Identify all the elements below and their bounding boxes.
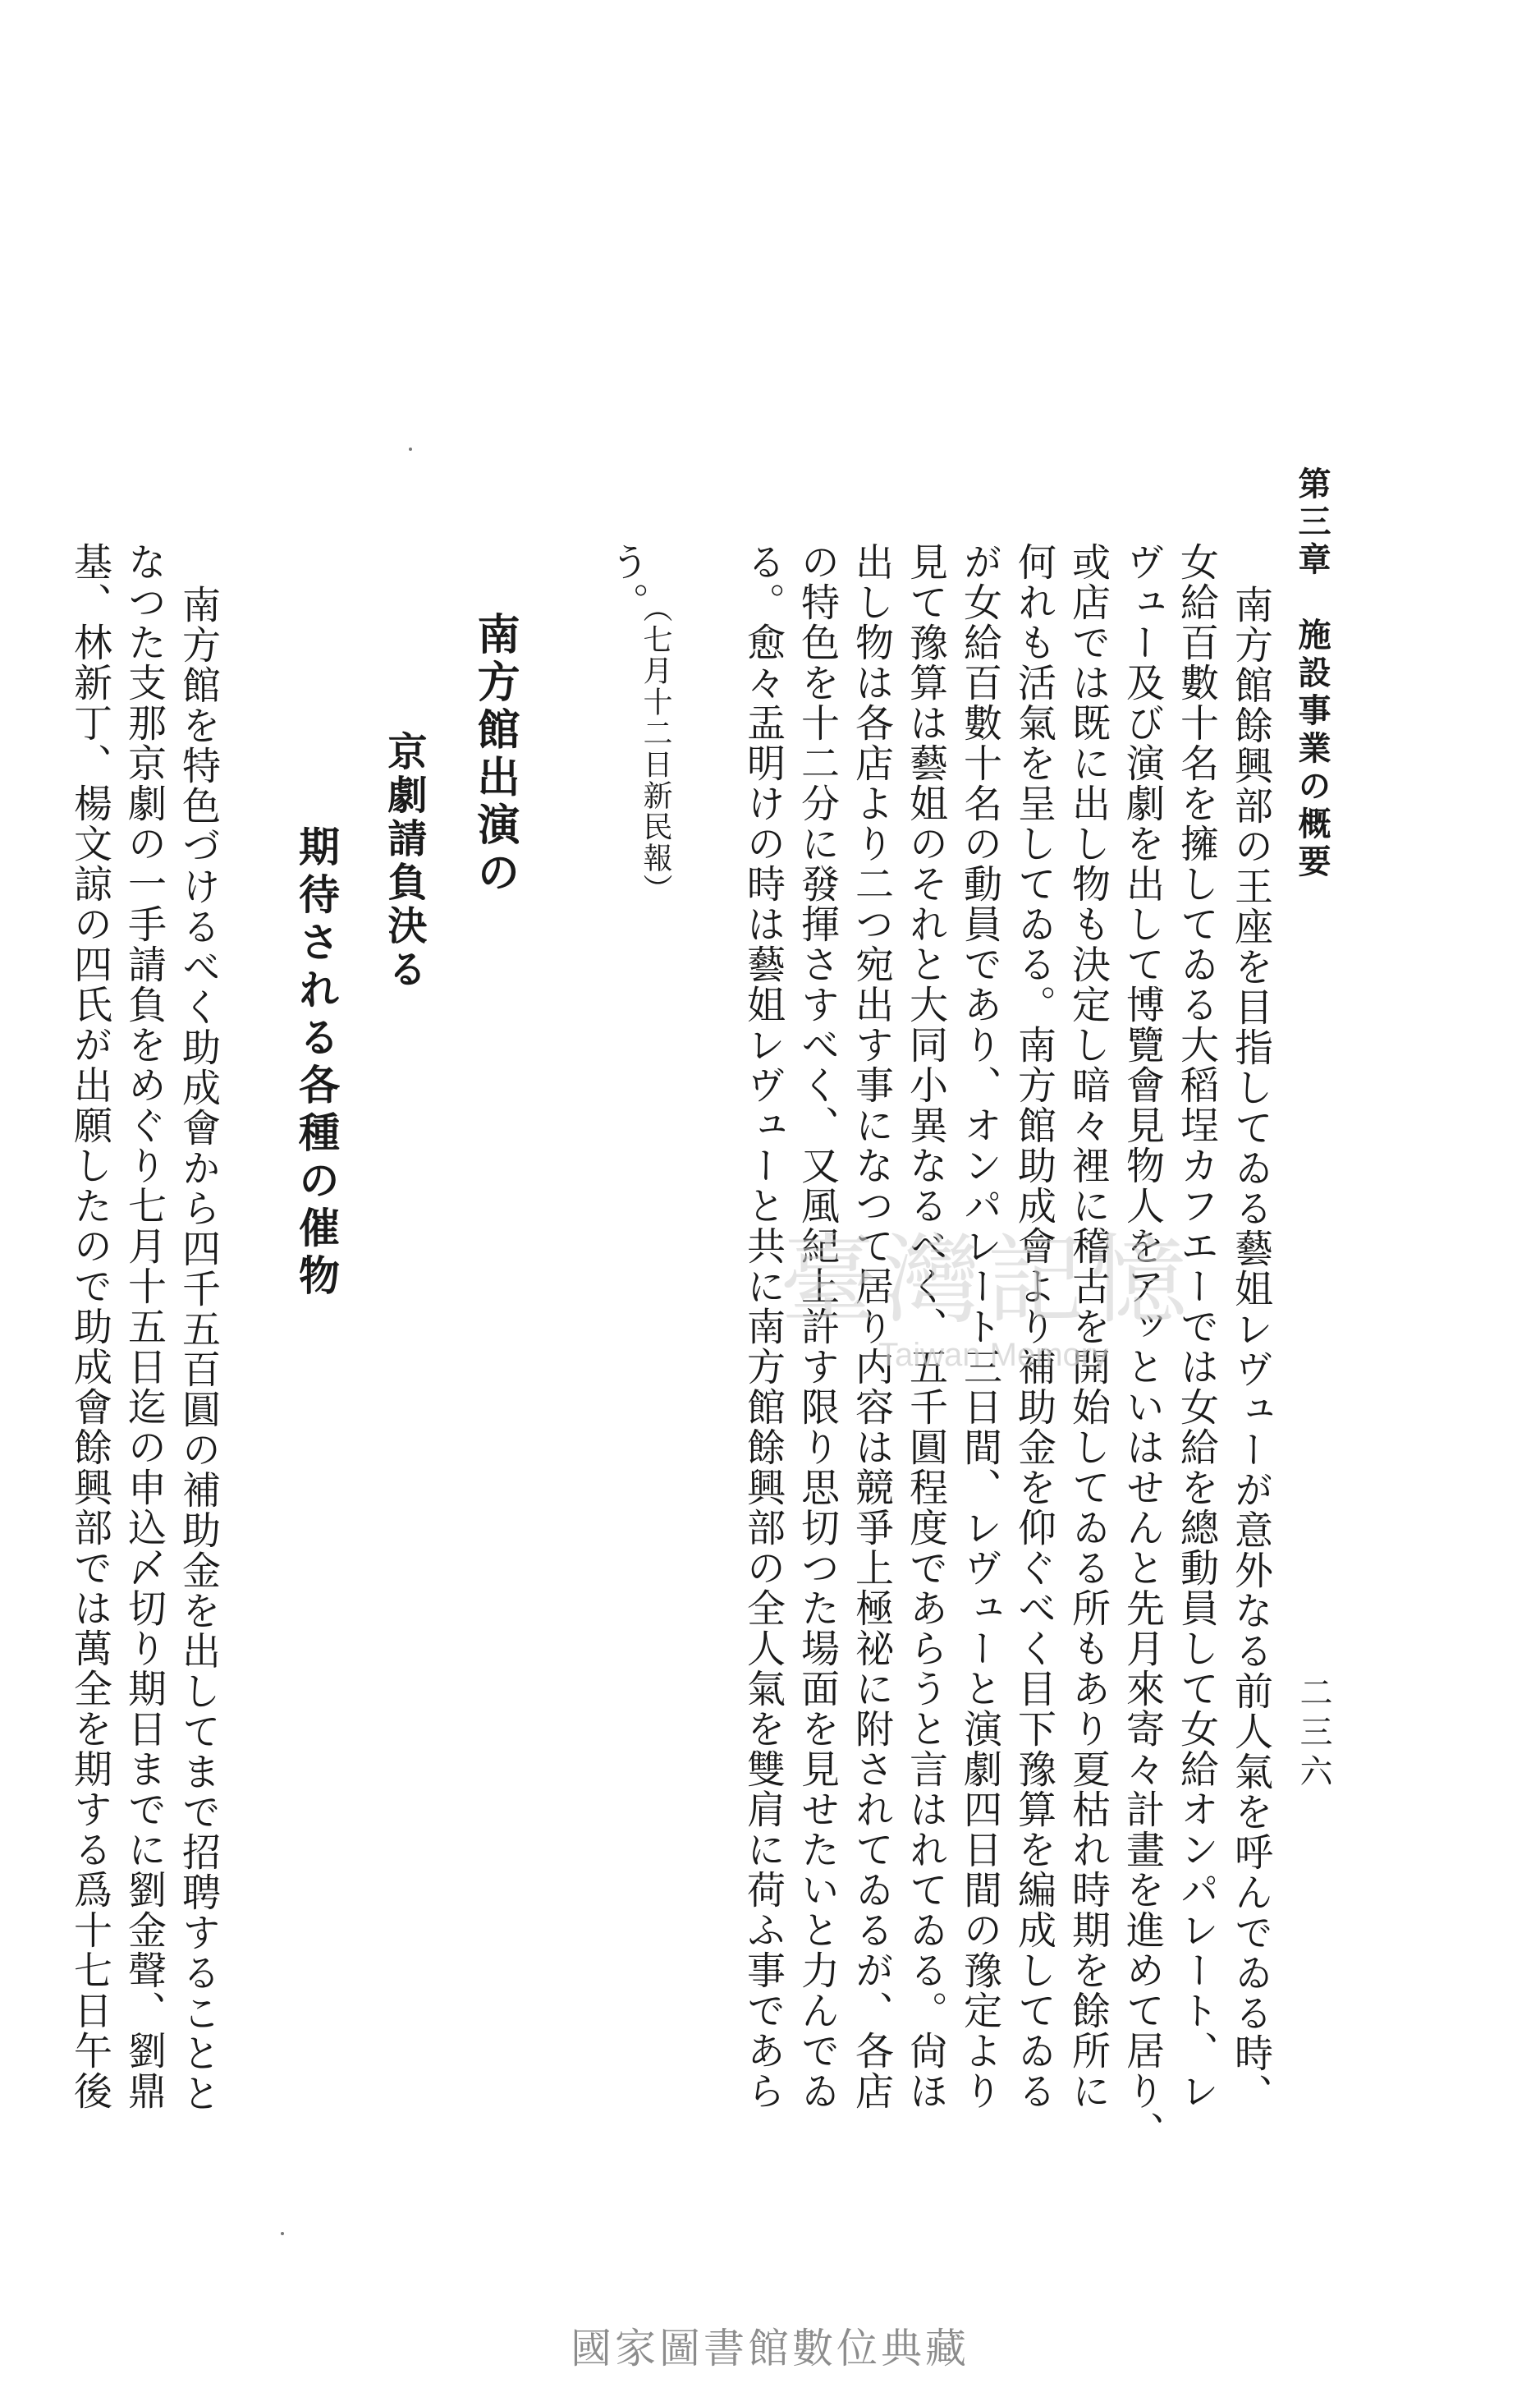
body-column: 南方館餘興部の王座を目指してゐる藝姐レヴューが意外なる前人氣を呼んでゐる時、 (1228, 585, 1273, 2114)
body-column: 女給百數十名を擁してゐる大稻埕カフエーでは女給を總動員して女給オンパレート、レ (1174, 542, 1219, 2111)
page-number: 二三六 (1295, 1675, 1332, 1793)
chapter-header: 第三章 施設事業の概要 (1293, 466, 1331, 882)
source-citation: （七月十二日新民報） (639, 593, 672, 905)
watermark-text: 臺灣記憶 (780, 1224, 1194, 1337)
body-column: る。愈々盂明けの時は藝姐レヴューと共に南方館餘興部の全人氣を雙肩に荷ふ事であら (740, 542, 786, 2111)
footer-credit: 國家圖書館數位典藏 (571, 2325, 969, 2372)
body-column: の特色を十二分に發揮さすべく、又風紀上許す限り思切つた場面を見せたいと力んでゐ (795, 542, 840, 2111)
body-column: 基、林新丁、楊文諒の四氏が出願したので助成會餘興部では萬全を期する爲十七日午後 (67, 542, 112, 2111)
headline-tertiary: 期待される各種の催物 (292, 825, 340, 1302)
body-column: 出し物は各店より二つ宛出す事になつて居り内容は競爭上極祕に附されてゐるが、各店 (849, 542, 894, 2111)
headline-main: 南方館出演の (470, 612, 519, 898)
body-column: 南方館を特色づけるべく助成會から四千五百圓の補助金を出してまで招聘することと (176, 585, 221, 2114)
body-column: 或店では既に出し物も決定し暗々裡に稽古を開始してゐる所もあり夏枯れ時期を餘所に (1066, 542, 1111, 2111)
body-column: 見て豫算は藝姐のそれと大同小異なるべく、五千圓程度であらうと言はれてゐる。尙ほ (903, 542, 948, 2111)
body-column: が女給百數十名の動員であり、オンパレート三日間、レヴューと演劇四日間の豫定より (957, 542, 1002, 2111)
headline-sub: 京劇請負決る (381, 731, 427, 992)
body-column: なつた支那京劇の一手請負をめぐり七月十五日迄の申込〆切り期日までに劉金聲、劉鼎 (121, 542, 167, 2111)
body-column: う。 (604, 542, 649, 622)
body-column: ヴュー及び演劇を出して博覽會見物人をアッといはせんと先月來寄々計畫を進めて居り、 (1120, 542, 1165, 2151)
scan-speck (409, 448, 412, 451)
watermark-subtext: Taiwan Memory (878, 1337, 1109, 1373)
body-column: 何れも活氣を呈してゐる。南方館助成會より補助金を仰ぐべく目下豫算を編成してゐる (1011, 542, 1056, 2111)
scan-speck (281, 2232, 284, 2235)
